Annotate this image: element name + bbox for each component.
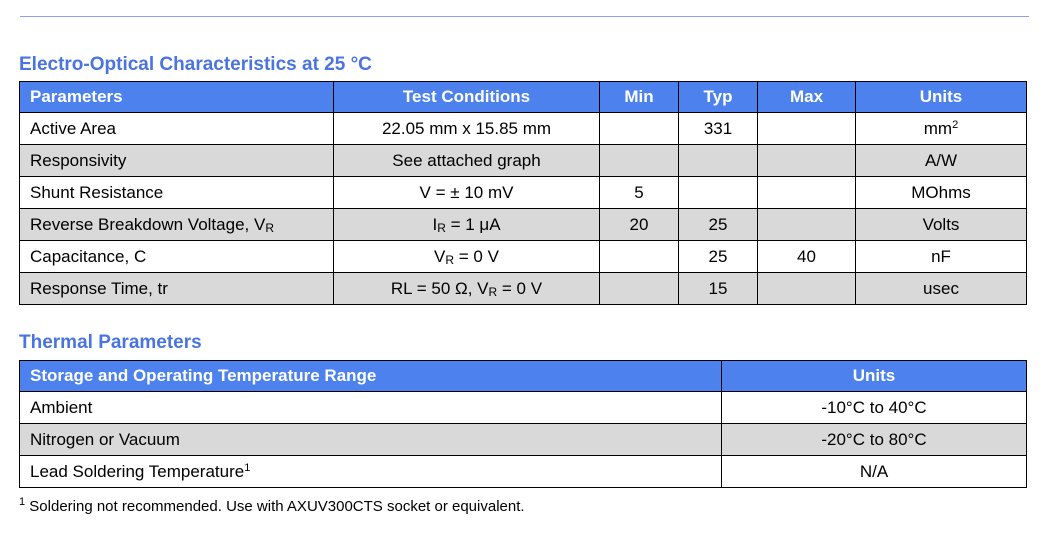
- parameter-text: Reverse Breakdown Voltage, V: [30, 214, 266, 234]
- condition-text: V = ± 10 mV: [419, 182, 514, 202]
- cell-test-condition: [334, 273, 600, 305]
- header-min: Min: [600, 82, 679, 113]
- condition-text: I: [432, 214, 438, 234]
- table-row: [20, 392, 1027, 424]
- cell-min: 20: [600, 209, 679, 241]
- cell-units: [856, 113, 1027, 145]
- cell-parameter: [20, 456, 722, 488]
- electro-optical-title: Electro-Optical Characteristics at 25 °C: [19, 54, 372, 75]
- cell-parameter: [20, 113, 334, 145]
- condition-text: V: [434, 246, 446, 266]
- units-text: A/W: [924, 150, 958, 170]
- cell-parameter: [20, 424, 722, 456]
- cell-min: 5: [600, 177, 679, 209]
- condition-text: See attached graph: [392, 150, 541, 170]
- units-text: usec: [923, 278, 959, 298]
- cell-test-condition: [334, 209, 600, 241]
- cell-max: [758, 209, 856, 241]
- cell-units: [856, 145, 1027, 177]
- parameter-text: Shunt Resistance: [30, 182, 164, 202]
- electro-optical-table: [19, 81, 1027, 305]
- cell-test-condition: [334, 177, 600, 209]
- header-parameters: Parameters: [20, 82, 334, 113]
- table-row: [20, 424, 1027, 456]
- cell-typ: 25: [679, 241, 758, 273]
- header-test-conditions: Test Conditions: [334, 82, 600, 113]
- cell-typ: 331: [679, 113, 758, 145]
- parameter-text: Nitrogen or Vacuum: [30, 429, 180, 449]
- cell-parameter: [20, 209, 334, 241]
- cell-typ: 15: [679, 273, 758, 305]
- cell-typ: [679, 145, 758, 177]
- top-divider: [20, 16, 1029, 17]
- header-units: Units: [856, 82, 1027, 113]
- cell-units: [856, 177, 1027, 209]
- units-text: Volts: [922, 214, 960, 234]
- units-text: mm: [923, 118, 953, 138]
- table-header-row: [20, 82, 1027, 113]
- table-row: [20, 145, 1027, 177]
- cell-typ: 25: [679, 209, 758, 241]
- condition-subscript: R: [488, 284, 498, 299]
- cell-units: -20°C to 80°C: [722, 424, 1027, 456]
- footnote-marker: 1: [19, 496, 26, 508]
- cell-max: [758, 113, 856, 145]
- thermal-title: Thermal Parameters: [19, 332, 202, 353]
- table-row: [20, 456, 1027, 488]
- parameter-text: Lead Soldering Temperature: [30, 461, 245, 481]
- cell-max: [758, 177, 856, 209]
- header-typ: Typ: [679, 82, 758, 113]
- cell-test-condition: [334, 241, 600, 273]
- cell-min: [600, 145, 679, 177]
- table-header-row: [20, 361, 1027, 392]
- cell-units: [856, 273, 1027, 305]
- condition-rest: = 0 V: [454, 246, 499, 266]
- cell-units: -10°C to 40°C: [722, 392, 1027, 424]
- header-max: Max: [758, 82, 856, 113]
- condition-subscript: R: [445, 252, 455, 267]
- header-temperature-range: Storage and Operating Temperature Range: [20, 361, 722, 392]
- condition-text: 22.05 mm x 15.85 mm: [381, 118, 552, 138]
- parameter-text: Responsivity: [30, 150, 127, 170]
- units-text: MOhms: [911, 182, 971, 202]
- parameter-subscript: R: [265, 220, 274, 235]
- parameter-text: Active Area: [30, 118, 116, 138]
- parameter-superscript: 1: [244, 461, 251, 474]
- parameter-text: Capacitance, C: [30, 246, 147, 266]
- thermal-table: [19, 360, 1027, 488]
- table-row: [20, 241, 1027, 273]
- cell-parameter: [20, 241, 334, 273]
- cell-min: [600, 273, 679, 305]
- cell-max: [758, 273, 856, 305]
- condition-rest: = 0 V: [497, 278, 543, 298]
- parameter-text: Ambient: [30, 397, 93, 417]
- cell-min: [600, 113, 679, 145]
- cell-units: N/A: [722, 456, 1027, 488]
- cell-units: [856, 241, 1027, 273]
- table-row: [20, 273, 1027, 305]
- condition-rest: = 1 μA: [445, 214, 501, 234]
- cell-typ: [679, 177, 758, 209]
- units-superscript: 2: [952, 118, 959, 131]
- condition-subscript: R: [437, 220, 446, 235]
- cell-parameter: [20, 392, 722, 424]
- cell-min: [600, 241, 679, 273]
- footnote: [19, 498, 525, 516]
- cell-test-condition: [334, 113, 600, 145]
- cell-test-condition: [334, 145, 600, 177]
- units-text: nF: [931, 246, 951, 266]
- table-row: [20, 113, 1027, 145]
- parameter-text: Response Time, tr: [30, 278, 168, 298]
- table-row: [20, 177, 1027, 209]
- condition-text: RL = 50 Ω, V: [390, 278, 489, 298]
- header-units: Units: [722, 361, 1027, 392]
- cell-parameter: [20, 273, 334, 305]
- cell-max: [758, 145, 856, 177]
- cell-max: 40: [758, 241, 856, 273]
- cell-parameter: [20, 177, 334, 209]
- cell-parameter: [20, 145, 334, 177]
- table-row: [20, 209, 1027, 241]
- cell-units: [856, 209, 1027, 241]
- footnote-text: Soldering not recommended. Use with AXUV300CTS socket or equivalent.: [25, 498, 525, 515]
